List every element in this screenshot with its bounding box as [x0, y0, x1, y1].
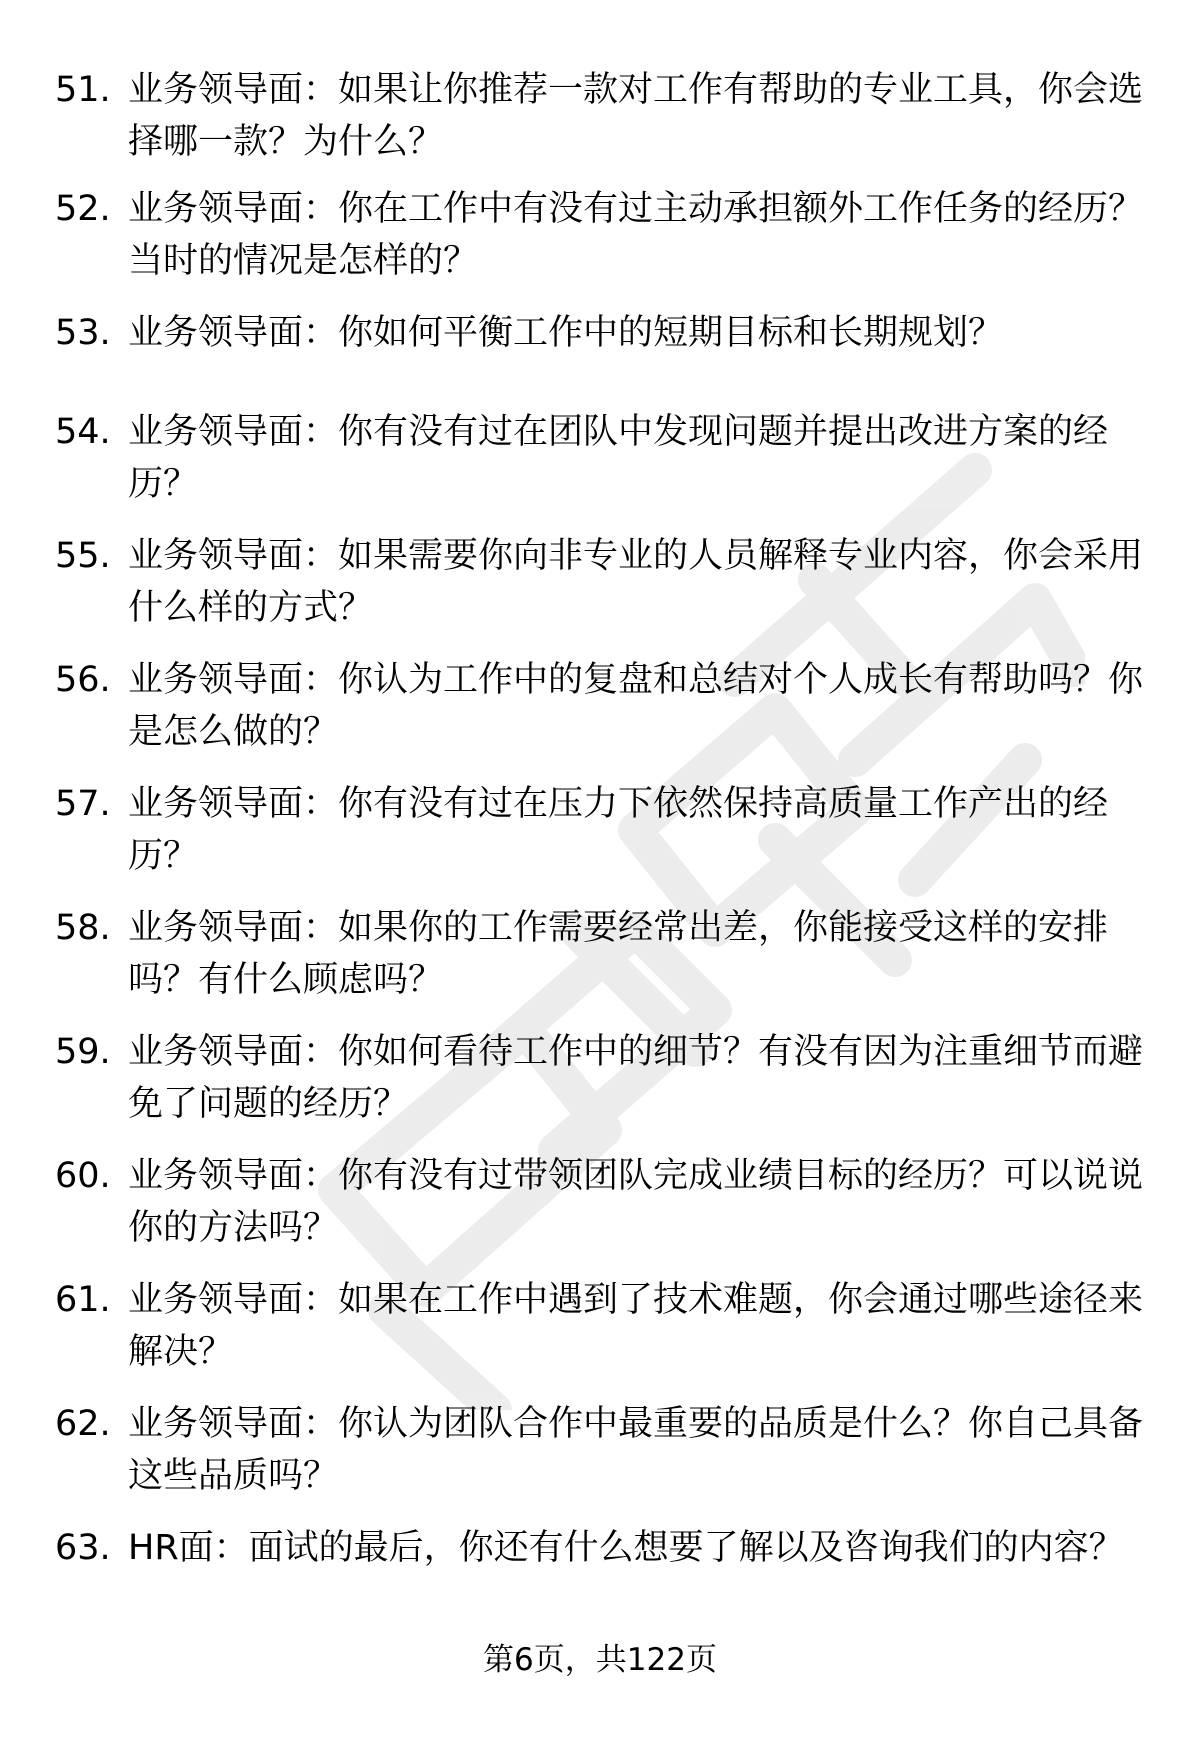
question-text: 业务领导面：如果在工作中遇到了技术难题，你会通过哪些途径来解决？ [128, 1280, 1144, 1372]
question-number: 62. [55, 1404, 111, 1444]
question-number: 57. [55, 784, 111, 824]
question-text: 业务领导面：你在工作中有没有过主动承担额外工作任务的经历？当时的情况是怎样的？ [128, 189, 1144, 281]
question-number: 61. [55, 1280, 111, 1320]
question-number: 52. [55, 189, 111, 229]
question-text: 业务领导面：如果需要你向非专业的人员解释专业内容，你会采用什么样的方式？ [128, 536, 1144, 628]
question-text: 业务领导面：如果你的工作需要经常出差，你能接受这样的安排吗？有什么顾虑吗？ [128, 908, 1109, 1000]
question-number: 56. [55, 660, 111, 700]
question-number: 53. [55, 313, 111, 353]
question-text: 业务领导面：你如何看待工作中的细节？有没有因为注重细节而避免了问题的经历？ [128, 1032, 1144, 1124]
question-text: HR面：面试的最后，你还有什么想要了解以及咨询我们的内容？ [128, 1528, 1124, 1568]
question-text: 业务领导面：如果让你推荐一款对工作有帮助的专业工具，你会选择哪一款？为什么？ [128, 70, 1144, 162]
page-footer: 第6页，共122页 [483, 1642, 717, 1678]
question-text: 业务领导面：你有没有过在团队中发现问题并提出改进方案的经历？ [128, 412, 1109, 504]
question-number: 51. [55, 70, 111, 110]
question-text: 业务领导面：你认为工作中的复盘和总结对个人成长有帮助吗？你是怎么做的？ [128, 660, 1144, 752]
question-number: 60. [55, 1156, 111, 1196]
question-text: 业务领导面：你认为团队合作中最重要的品质是什么？你自己具备这些品质吗？ [128, 1404, 1144, 1496]
question-text: 业务领导面：你如何平衡工作中的短期目标和长期规划？ [128, 313, 1004, 353]
question-number: 59. [55, 1032, 111, 1072]
question-number: 63. [55, 1528, 111, 1568]
question-text: 业务领导面：你有没有过带领团队完成业绩目标的经历？可以说说你的方法吗？ [128, 1156, 1144, 1248]
question-number: 58. [55, 908, 111, 948]
question-text: 业务领导面：你有没有过在压力下依然保持高质量工作产出的经历？ [128, 784, 1109, 876]
question-number: 54. [55, 412, 111, 452]
question-number: 55. [55, 536, 111, 576]
